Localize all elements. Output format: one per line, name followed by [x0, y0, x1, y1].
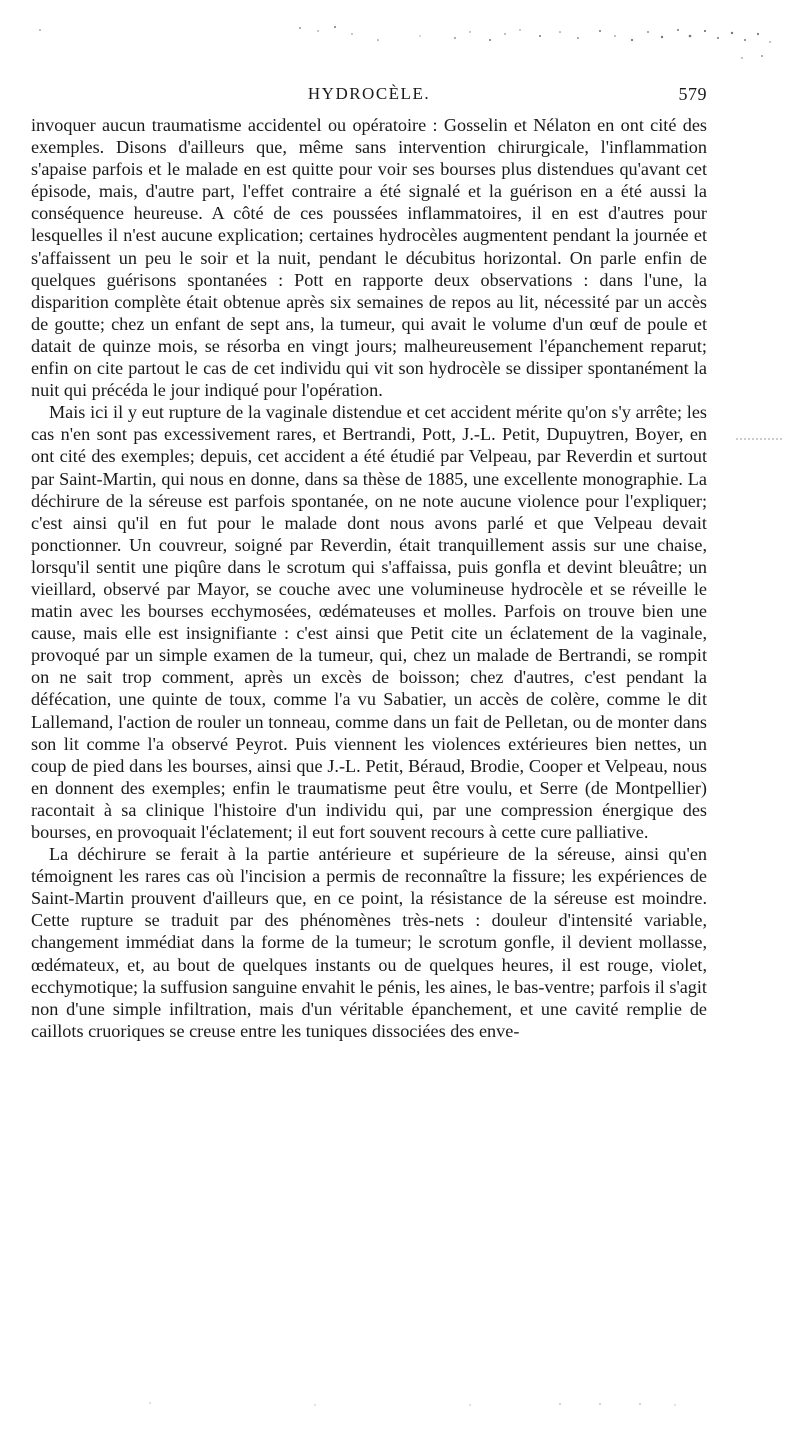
paragraph-3: La déchirure se ferait à la partie antérieure et supérieure de la séreuse, ainsi qu'en témoignent les rares cas où l'incision a permis de reconnaître la fissure; les expériences de Saint-Martin prouvent d'ailleurs que, en ce point, la résistance de la séreuse est moindre. Cette rupture se traduit par des phénomènes très-nets : douleur d'intensité variable, changement immédiat dans la forme de la tumeur; le scrotum gonfle, il devient mollasse, œdémateux, et, au bout de quelques instants ou de quelques heures, il est rouge, violet, ecchymotique; la suffusion sanguine envahit le pénis, les aines, le bas-ventre; parfois il s'agit non d'une simple infiltration, mais d'un véritable épanchement, et une cavité remplie de caillots cruoriques se creuse entre les tuniques dissociées des enve-: [31, 844, 707, 1041]
scan-bottom-noise: [0, 1395, 800, 1415]
body-text: [31, 114, 707, 1042]
paragraph-2: Mais ici il y eut rupture de la vaginale distendue et cet accident mérite qu'on s'y arrête; les cas n'en sont pas excessivement rares, et Bertrandi, Pott, J.-L. Petit, Dupuytren, Boyer, en ont cité des exemples; depuis, cet accident a été étudié par Velpeau, par Reverdin et surtout par Saint-Martin, qui nous en donne, dans sa thèse de 1885, une excellente monographie. La déchirure de la séreuse est parfois spontanée, on ne note aucune violence pour l'expliquer; c'est ainsi qu'il en fut pour le malade dont nous avons parlé et que Velpeau devait ponctionner. Un couvreur, soigné par Reverdin, était tranquillement assis sur une chaise, lorsqu'il sentit une piqûre dans le scrotum qui s'affaissa, puis gonfla et devint bleuâtre; un vieillard, observé par Mayor, se couche avec une volumineuse hydrocèle et se réveille le matin avec les bourses ecchymosées, œdémateuses et molles. Parfois on trouve bien une cause, mais elle est insignifiante : c'est ainsi que Petit cite un éclatement de la vaginale, provoqué par un simple examen de la tumeur, qui, chez un malade de Bertrandi, se rompit on ne sait trop comment, après un excès de boisson; chez d'autres, c'est pendant la défécation, une quinte de toux, comme l'a vu Sabatier, un accès de colère, comme le dit Lallemand, l'action de rouler un tonneau, comme dans un fait de Pelletan, ou de monter dans son lit comme l'a observé Peyrot. Puis viennent les violences extérieures bien nettes, un coup de pied dans les bourses, ainsi que J.-L. Petit, Béraud, Brodie, Cooper et Velpeau, nous en donnent des exemples; enfin le traumatisme peut être voulu, et Serre (de Montpellier) racontait à sa clinique l'histoire d'un individu qui, par une compression énergique des bourses, en provoquait l'éclatement; il eut fort souvent recours à cette cure palliative.: [31, 402, 707, 842]
book-page: [31, 84, 707, 1042]
paragraph-1: invoquer aucun traumatisme accidentel ou opératoire : Gosselin et Nélaton en ont cité des exemples. Disons d'ailleurs que, même sans intervention chirurgicale, l'inflammation s'apaise parfois et le malade en est quitte pour voir ses bourses plus distendues qu'avant cet épisode, mais, d'autre part, l'effet contraire a été signalé et la guérison en a été aussi la conséquence heureuse. A côté de ces poussées inflammatoires, il en est d'autres pour lesquelles il n'est aucune explication; certaines hydrocèles augmentent pendant la journée et s'affaissent un peu le soir et la nuit, pendant le décubitus horizontal. On parle enfin de quelques guérisons spontanées : Pott en rapporte deux observations : dans l'une, la disparition complète était obtenue après six semaines de repos au lit, nécessité par un accès de goutte; chez un enfant de sept ans, la tumeur, qui avait le volume d'un œuf de poule et datait de quinze mois, se résorba en vingt jours; malheureusement l'épanchement reparut; enfin on cite partout le cas de cet individu qui vit son hydrocèle se dissiper spontanément la nuit qui précéda le jour indiqué pour l'opération.: [31, 115, 707, 401]
running-header: [31, 84, 707, 114]
margin-dash-mark: [736, 438, 782, 440]
scan-edge-noise: [0, 22, 800, 62]
running-title: HYDROCÈLE.: [307, 84, 431, 103]
page-number: 579: [678, 84, 707, 104]
